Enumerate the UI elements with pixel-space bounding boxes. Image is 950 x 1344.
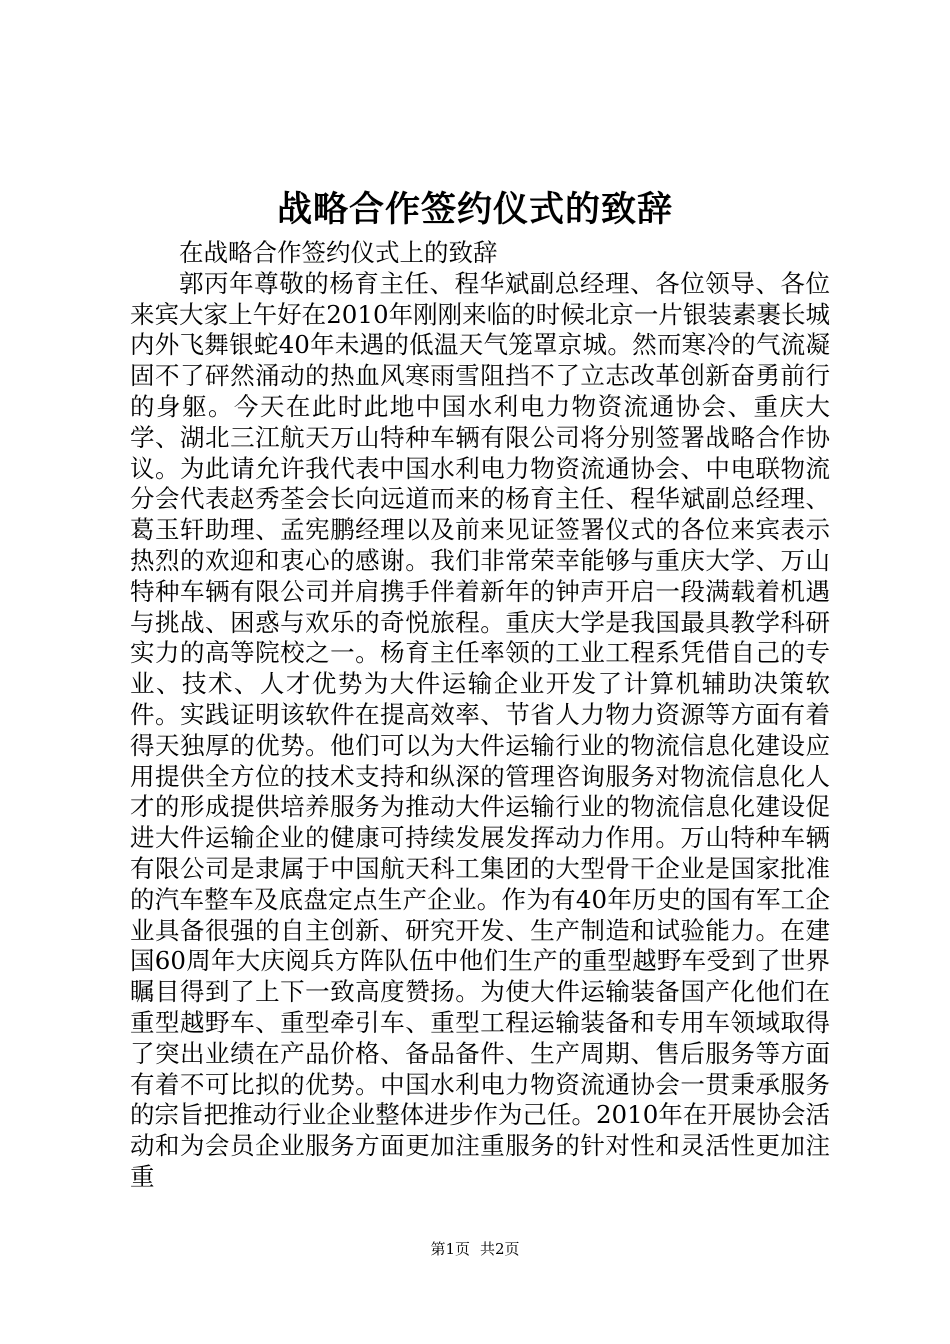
- subtitle-paragraph: 在战略合作签约仪式上的致辞: [179, 238, 498, 267]
- document-title: 战略合作签约仪式的致辞: [276, 189, 673, 230]
- page-total: 共2页: [480, 1240, 520, 1258]
- page-number: 第1页: [430, 1240, 470, 1258]
- body-paragraph: 郭丙年尊敬的杨育主任、程华斌副总经理、各位领导、各位来宾大家上午好在2010年刚刚来临的时候北京一片银装素裹长城内外飞舞银蛇40年未遇的低温天气笼罩京城。然而寒冷的气流凝固不了砰然涌动的热血风寒雨雪阻挡不了立志改革创新奋勇前行的身躯。今天在此时此地中国水利电力物资流通协会、重庆大学、湖北三江航天万山特种车辆有限公司将分别签署战略合作协议。为此请允许我代表中国水利电力物资流通协会、中电联物流分会代表赵秀荃会长向远道而来的杨育主任、程华斌副总经理、葛玉轩助理、孟宪鹏经理以及前来见证签署仪式的各位来宾表示热烈的欢迎和衷心的感谢。我们非常荣幸能够与重庆大学、万山特种车辆有限公司并肩携手伴着新年的钟声开启一段满载着机遇与挑战、困惑与欢乐的奇悦旅程。重庆大学是我国最具教学科研实力的高等院校之一。杨育主任率领的工业工程系凭借自己的专业、技术、人才优势为大件运输企业开发了计算机辅助决策软件。实践证明该软件在提高效率、节省人力物力资源等方面有着得天独厚的优势。他们可以为大件运输行业的物流信息化建设应用提供全方位的技术支持和纵深的管理咨询服务对物流信息化人才的形成提供培养服务为推动大件运输行业的物流信息化建设促进大件运输企业的健康可持续发展发挥动力作用。万山特种车辆有限公司是隶属于中国航天科工集团的大型骨干企业是国家批准的汽车整车及底盘定点生产企业。作为有40年历史的国有军工企业具备很强的自主创新、研究开发、生产制造和试验能力。在建国60周年大庆阅兵方阵队伍中他们生产的重型越野车受到了世界瞩目得到了上下一致高度赞扬。为使大件运输装备国产化他们在重型越野车、重型牵引车、重型工程运输装备和专用车领域取得了突出业绩在产品价格、备品备件、生产周期、售后服务等方面有着不可比拟的优势。中国水利电力物资流通协会一贯秉承服务的宗旨把推动行业企业整体进步作为己任。2010年在开展协会活动和为会员企业服务方面更加注重服务的针对性和灵活性更加注重: [130, 268, 830, 1191]
- page-footer: [0, 1238, 950, 1260]
- document-body: [130, 238, 830, 1193]
